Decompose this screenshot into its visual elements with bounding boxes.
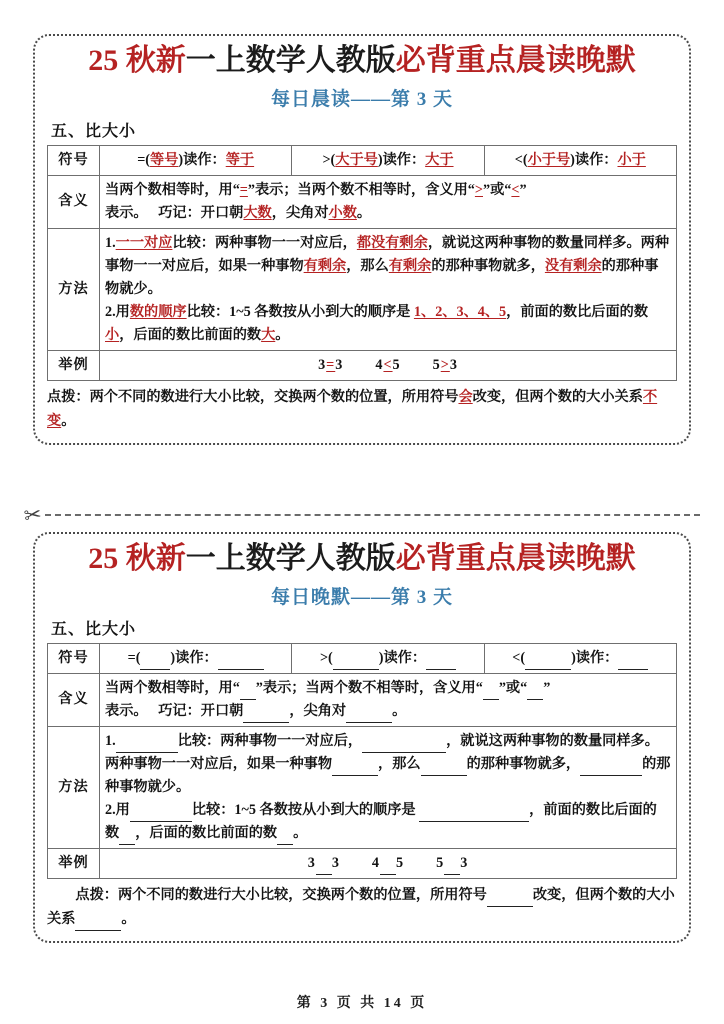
example-1-operator: = [326,356,336,373]
example-1-left-blank: 3 [307,854,316,871]
example-3-blank [436,855,468,871]
example-1-right: 3 [335,356,344,373]
meaning-text-8: 。 [356,204,372,221]
example-3-operator: > [440,356,450,373]
meaning-blank-text-1: 当两个数相等时，用“ [105,679,240,696]
meaning-blank-text-8: 。 [392,702,407,719]
row-label-method-blank: 方法 [48,726,100,848]
example-2-blank [372,855,404,871]
method-1-keyword: 一一对应 [115,234,173,251]
method-1-number: 1. [105,234,116,251]
cut-dashed-line [45,514,700,516]
blank-method-2-k3[interactable] [277,830,293,844]
method-1-text-a: 比较：两种事物一一对应后， [172,234,357,251]
example-3-right: 3 [449,356,458,373]
blank-example-1-op[interactable] [316,860,332,874]
blank-equal-read[interactable] [218,655,264,669]
example-1 [318,357,343,373]
example-content-blank[interactable] [100,848,677,878]
blank-method-2-key[interactable] [130,807,192,821]
blank-method-1-k3[interactable] [332,761,378,775]
equal-read: 等于 [225,151,255,168]
equal-prefix: =( [137,151,151,168]
equal-mid-blank: )读作： [170,649,218,666]
row-label-meaning-blank: 含义 [48,673,100,726]
method-2-blank-d: 。 [293,824,308,841]
symbol-cell-greater [292,145,484,175]
method-content-blank[interactable] [100,726,677,848]
row-label-example-blank: 举例 [48,848,100,878]
row-label-symbol-blank: 符号 [48,643,100,673]
less-mid: )读作： [570,151,618,168]
method-1-blank-d: 的那种事物就多， [466,755,581,772]
blank-method-1-k2[interactable] [362,738,446,752]
meaning-eq-sign: = [239,181,248,198]
table-row-symbol-blank [48,643,677,673]
meaning-text-4: ” [519,181,527,198]
less-prefix-blank: <( [512,649,526,666]
greater-prefix-blank: >( [319,649,333,666]
evening-knowledge-table [47,643,677,879]
blank-greater-name[interactable] [333,655,379,669]
blank-meaning-lt[interactable] [527,685,543,699]
evening-subtitle: 每日晚默——第 3 天 [270,586,453,608]
method-1-text-b: ，就说这两种事物的数量同样多。两种事物一一对应后，如果一种事物 [105,234,670,274]
meaning-blank-text-7: ，尖角对 [289,702,347,719]
evening-section-heading: 五、比大小 [51,620,137,638]
table-row-meaning-blank [48,673,677,726]
table-row-example [48,350,677,380]
example-3-left-blank: 5 [436,854,445,871]
meaning-small-number: 小数 [328,204,357,221]
morning-tip-b: 改变，但两个数的大小关系 [472,388,643,405]
title-red-prefix-evening: 25 秋新 [88,542,186,575]
symbol-cell-equal [100,145,292,175]
morning-section-heading: 五、比大小 [51,122,137,140]
blank-method-2-k2[interactable] [119,830,135,844]
method-2-blank-a: 比较：1~5 各数按从小到大的顺序是 [191,801,420,818]
symbol-cell-greater-blank[interactable] [292,643,484,673]
method-item-1-blank [105,730,671,799]
equal-name: 等号 [150,151,179,168]
blank-greater-read[interactable] [426,655,456,669]
blank-example-3-op[interactable] [444,860,460,874]
less-read: 小于 [617,151,646,168]
meaning-text-1: 当两个数相等时，用“ [105,181,240,198]
title-red-prefix: 25 秋新 [88,44,186,77]
blank-less-name[interactable] [525,655,571,669]
method-1-keyword-5: 没有剩余 [544,257,602,274]
row-label-meaning: 含义 [48,175,100,228]
example-2-left-blank: 4 [371,854,380,871]
equal-mid: )读作： [178,151,226,168]
meaning-blank-text-4: ” [543,679,551,696]
method-1-keyword-3: 有剩余 [303,257,347,274]
blank-less-read[interactable] [618,655,648,669]
page-title [47,44,677,79]
method-1-text-e: 的那种事物就少。 [105,257,659,297]
table-row-example-blank [48,848,677,878]
method-2-keyword-3: 大 [261,326,276,343]
example-3-left: 5 [432,356,441,373]
evening-dictation-card [33,532,691,943]
greater-read: 大于 [425,151,454,168]
meaning-text-7: ，尖角对 [271,204,329,221]
method-2-blank-c: ，后面的数比前面的数 [135,824,278,841]
example-1-blank [308,855,340,871]
blank-evening-tip-1[interactable] [487,892,533,906]
example-2-right: 5 [392,356,401,373]
evening-tip[interactable] [47,883,677,932]
example-content [100,350,677,380]
method-1-blank-b: ，就说这两种事物的数量同样多。两种事物一一对应后，如果一种事物 [105,732,659,772]
meaning-big-number: 大数 [243,204,272,221]
method-1-text-d: 的那种事物就多， [431,257,545,274]
method-item-2-blank [105,799,671,845]
meaning-text-6: 巧记：开口朝 [158,204,244,221]
greater-mid: )读作： [377,151,426,168]
title-black-middle-evening: 一上数学人教版 [185,542,396,575]
method-1-text-c: ，那么 [346,257,389,274]
evening-tip-head: 点拨： [75,886,118,903]
morning-tip-key-1: 会 [458,388,473,405]
morning-tip [47,385,677,434]
method-2-keyword: 数的顺序 [129,303,187,320]
evening-tip-a: 两个不同的数进行大小比较，交换两个数的位置，所用符号 [117,886,487,903]
title-red-suffix: 必背重点晨读晚默 [395,44,636,77]
method-1-keyword-2: 都没有剩余 [356,234,428,251]
meaning-content-blank[interactable] [100,673,677,726]
page-footer: 第 3 页 共 14 页 [296,996,428,1011]
meaning-content [100,175,677,228]
evening-tip-c: 。 [121,910,136,927]
symbol-cell-less-blank[interactable] [484,643,676,673]
meaning-text-5: 表示。 [105,204,148,221]
row-label-symbol: 符号 [48,145,100,175]
meaning-blank-text-5: 表示。 [105,702,148,719]
method-1-blank-c: ，那么 [378,755,421,772]
row-label-method: 方法 [48,228,100,350]
example-2 [375,357,400,373]
title-black-middle: 一上数学人教版 [185,44,396,77]
example-1-right-blank: 3 [331,854,340,871]
table-row-method-blank [48,726,677,848]
method-2-sequence: 1、2、3、4、5 [413,303,507,320]
method-2-keyword-2: 小 [105,326,120,343]
morning-subtitle: 每日晨读——第 3 天 [270,88,453,110]
blank-evening-tip-2[interactable] [75,917,121,931]
method-2-blank-b: ，前面的数比后面的数 [105,801,657,841]
morning-reading-card [33,34,691,445]
method-2-text-b: ，前面的数比后面的数 [506,303,649,320]
meaning-gt-sign: > [474,181,483,198]
method-2-number-blank: 2.用 [105,801,130,818]
example-2-operator: < [383,356,393,373]
meaning-blank-text-2: ”表示；当两个数不相等时，含义用“ [255,679,483,696]
meaning-lt-sign: < [511,181,520,198]
title-red-suffix-evening: 必背重点晨读晚默 [395,542,636,575]
blank-meaning-eq[interactable] [240,685,256,699]
morning-tip-head: 点拨： [47,388,90,405]
scissors-icon: ✂ [22,501,44,528]
method-2-text-c: ，后面的数比前面的数 [119,326,262,343]
meaning-text-3: ”或“ [483,181,512,198]
morning-tip-a: 两个不同的数进行大小比较，交换两个数的位置，所用符号 [89,388,459,405]
cut-divider [22,501,700,528]
blank-example-2-op[interactable] [380,860,396,874]
blank-method-2-seq[interactable] [419,807,529,821]
example-3 [433,357,458,373]
page-title-evening [47,542,677,577]
example-2-right-blank: 5 [396,854,405,871]
blank-meaning-small[interactable] [346,708,392,722]
meaning-text-2: ”表示；当两个数不相等时，含义用“ [247,181,475,198]
method-1-number-blank: 1. [105,732,116,749]
morning-tip-c: 。 [61,412,76,429]
example-2-left: 4 [375,356,384,373]
equal-prefix-blank: =( [127,649,141,666]
blank-method-1-k4[interactable] [421,761,467,775]
greater-prefix: >( [322,151,336,168]
evening-tip-b: 改变，但两个数的大小关系 [47,886,675,927]
method-2-text-d: 。 [275,326,290,343]
blank-meaning-gt[interactable] [483,685,499,699]
method-1-blank-e: 的那种事物就少。 [105,755,671,795]
symbol-cell-less [484,145,676,175]
method-item-1 [105,232,671,301]
less-prefix: <( [514,151,528,168]
less-mid-blank: )读作： [571,649,619,666]
example-3-right-blank: 3 [460,854,469,871]
method-2-text-a: 比较：1~5 各数按从小到大的顺序是 [186,303,414,320]
morning-knowledge-table [47,145,677,381]
row-label-example: 举例 [48,350,100,380]
blank-method-1-k5[interactable] [580,761,642,775]
less-name: 小于号 [527,151,571,168]
blank-method-1-key[interactable] [116,738,178,752]
morning-tip-key-2: 不变 [47,388,658,429]
example-1-left: 3 [318,356,327,373]
method-1-blank-a: 比较：两种事物一一对应后， [177,732,363,749]
method-content [100,228,677,350]
symbol-cell-equal-blank[interactable] [100,643,292,673]
method-1-keyword-4: 有剩余 [388,257,432,274]
meaning-blank-text-6: 巧记：开口朝 [158,702,244,719]
table-row-symbol [48,145,677,175]
table-row-method [48,228,677,350]
method-item-2 [105,301,671,347]
table-row-meaning [48,175,677,228]
greater-mid-blank: )读作： [378,649,427,666]
greater-name: 大于号 [335,151,378,168]
meaning-blank-text-3: ”或“ [498,679,528,696]
blank-equal-name[interactable] [140,655,170,669]
blank-meaning-big[interactable] [243,708,289,722]
method-2-number: 2.用 [105,303,130,320]
